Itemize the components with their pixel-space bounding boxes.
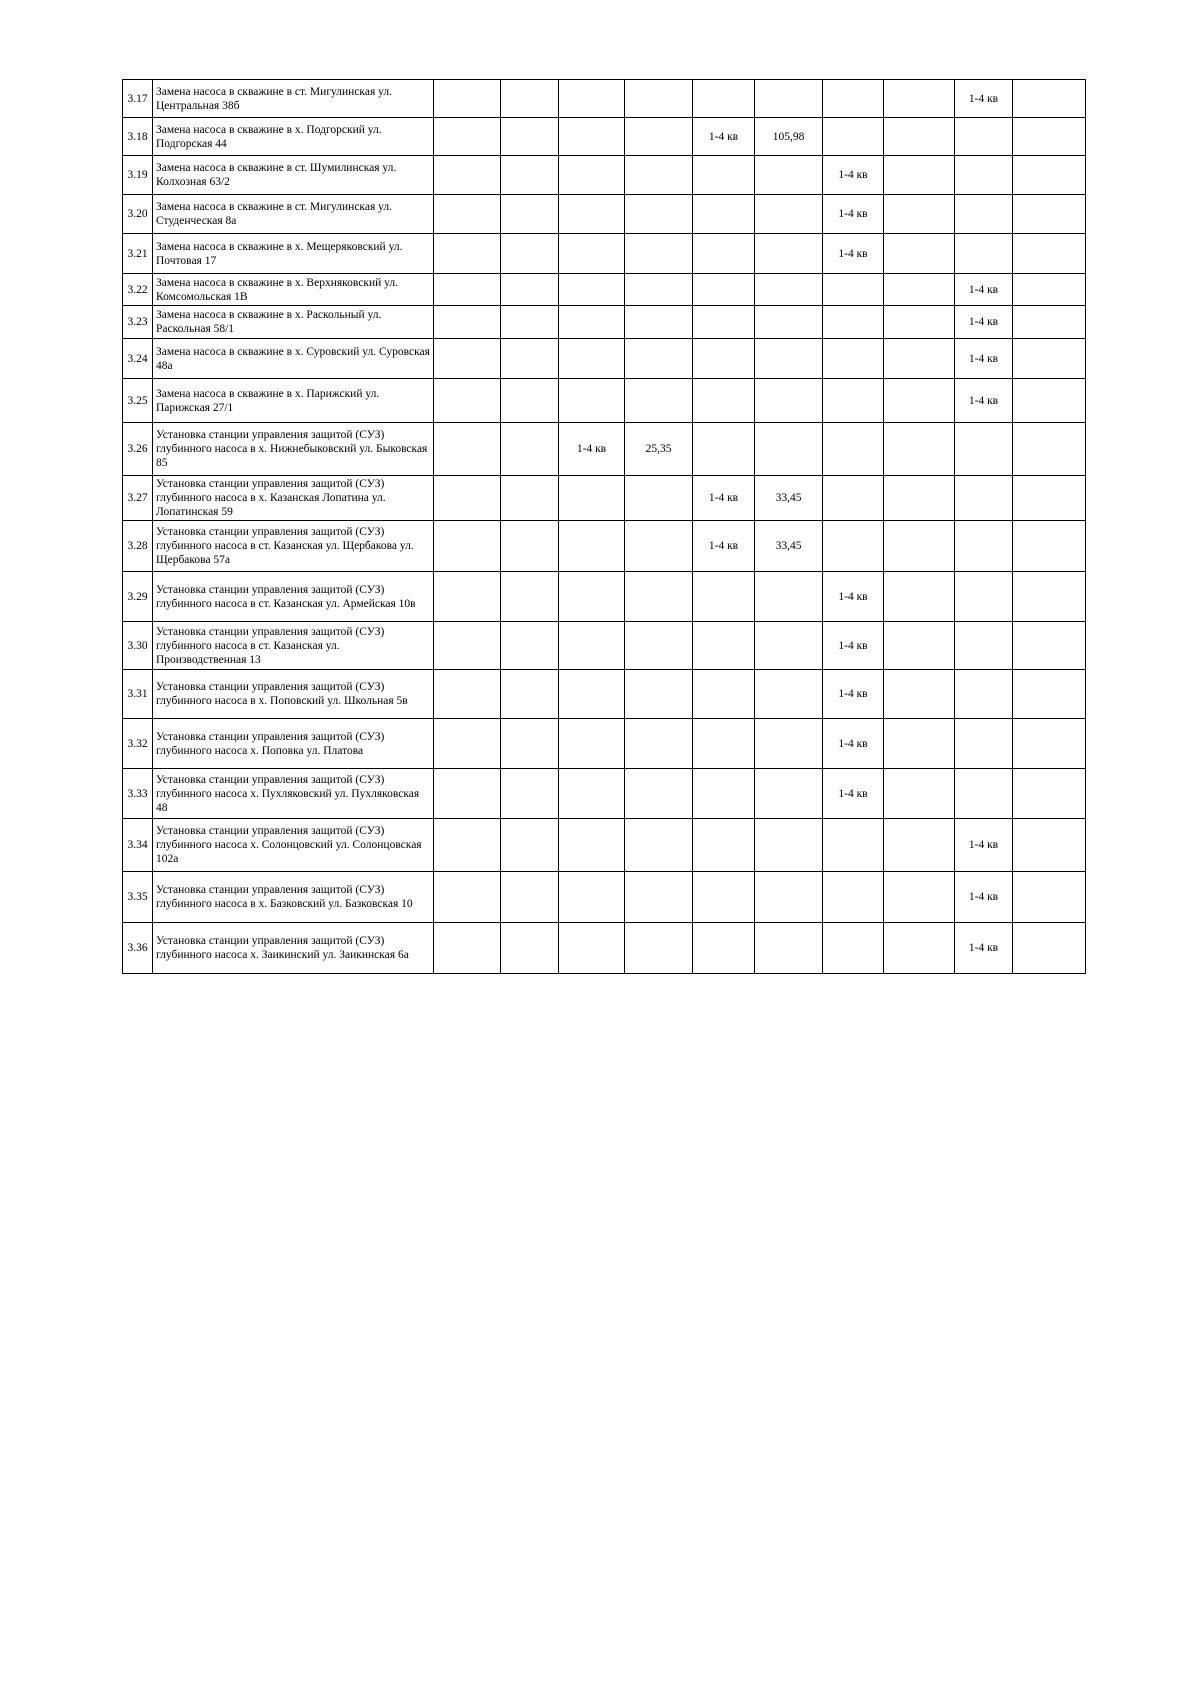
schedule-cell (884, 923, 955, 974)
schedule-cell (884, 306, 955, 339)
schedule-cell (625, 819, 693, 872)
work-description: Замена насоса в скважине в х. Раскольный ул. Раскольная 58/1 (153, 306, 434, 339)
schedule-cell (434, 572, 501, 622)
schedule-cell (501, 719, 559, 769)
row-number: 3.33 (123, 769, 153, 819)
schedule-cell (1013, 521, 1086, 572)
schedule-cell (693, 274, 755, 306)
schedule-cell (434, 80, 501, 118)
table-row (123, 80, 1086, 118)
schedule-cell (1013, 572, 1086, 622)
schedule-cell (755, 80, 823, 118)
schedule-cell (559, 80, 625, 118)
row-number: 3.23 (123, 306, 153, 339)
schedule-cell: 1-4 кв (955, 819, 1013, 872)
schedule-cell (755, 670, 823, 719)
schedule-cell (823, 274, 884, 306)
schedule-cell (884, 118, 955, 156)
work-description: Замена насоса в скважине в х. Парижский ул. Парижская 27/1 (153, 379, 434, 423)
schedule-cell (1013, 476, 1086, 521)
work-description: Замена насоса в скважине в х. Мещеряковский ул. Почтовая 17 (153, 234, 434, 274)
table-row (123, 872, 1086, 923)
table-row (123, 719, 1086, 769)
row-number: 3.32 (123, 719, 153, 769)
schedule-cell (955, 195, 1013, 234)
schedule-cell (884, 769, 955, 819)
work-description: Замена насоса в скважине в х. Верхняковский ул. Комсомольская 1В (153, 274, 434, 306)
work-description: Установка станции управления защитой (СУЗ) глубинного насоса в х. Казанская Лопатина ул. Лопатинская 59 (153, 476, 434, 521)
work-description: Замена насоса в скважине в х. Суровский ул. Суровская 48а (153, 339, 434, 379)
schedule-cell: 1-4 кв (823, 572, 884, 622)
schedule-cell (884, 719, 955, 769)
schedule-cell (434, 622, 501, 670)
schedule-cell (501, 118, 559, 156)
schedule-cell (501, 234, 559, 274)
schedule-cell (559, 156, 625, 195)
row-number: 3.22 (123, 274, 153, 306)
schedule-cell (693, 719, 755, 769)
schedule-cell (955, 719, 1013, 769)
schedule-cell (755, 769, 823, 819)
row-number: 3.19 (123, 156, 153, 195)
schedule-cell: 25,35 (625, 423, 693, 476)
schedule-cell (501, 521, 559, 572)
row-number: 3.18 (123, 118, 153, 156)
row-number: 3.35 (123, 872, 153, 923)
schedule-cell (559, 118, 625, 156)
work-description: Замена насоса в скважине в ст. Мигулинская ул. Центральная 38б (153, 80, 434, 118)
schedule-cell (625, 274, 693, 306)
schedule-cell (955, 156, 1013, 195)
row-number: 3.36 (123, 923, 153, 974)
work-description: Установка станции управления защитой (СУЗ) глубинного насоса х. Пухляковский ул. Пухляковская 48 (153, 769, 434, 819)
schedule-cell (1013, 670, 1086, 719)
schedule-cell: 1-4 кв (955, 306, 1013, 339)
schedule-cell (559, 769, 625, 819)
schedule-cell (693, 670, 755, 719)
schedule-cell (501, 306, 559, 339)
schedule-cell (434, 719, 501, 769)
row-number: 3.24 (123, 339, 153, 379)
schedule-cell (955, 234, 1013, 274)
schedule-cell (625, 923, 693, 974)
schedule-cell (625, 156, 693, 195)
schedule-cell: 1-4 кв (955, 80, 1013, 118)
schedule-cell: 33,45 (755, 476, 823, 521)
work-description: Замена насоса в скважине в ст. Мигулинская ул. Студенческая 8а (153, 195, 434, 234)
schedule-cell: 1-4 кв (955, 872, 1013, 923)
schedule-cell (1013, 423, 1086, 476)
schedule-cell (823, 819, 884, 872)
work-description: Установка станции управления защитой (СУЗ) глубинного насоса х. Заикинский ул. Заикинская 6а (153, 923, 434, 974)
schedule-cell (434, 339, 501, 379)
schedule-cell (559, 923, 625, 974)
schedule-cell (955, 118, 1013, 156)
schedule-cell (955, 572, 1013, 622)
schedule-cell (559, 379, 625, 423)
schedule-cell (501, 379, 559, 423)
schedule-cell (559, 234, 625, 274)
schedule-cell (884, 80, 955, 118)
schedule-cell (501, 670, 559, 719)
schedule-cell (693, 622, 755, 670)
schedule-cell (1013, 80, 1086, 118)
schedule-cell (884, 195, 955, 234)
schedule-cell (1013, 274, 1086, 306)
schedule-cell (501, 156, 559, 195)
schedule-cell (559, 719, 625, 769)
schedule-cell (1013, 769, 1086, 819)
schedule-cell (501, 195, 559, 234)
table-row (123, 476, 1086, 521)
schedule-cell: 1-4 кв (823, 195, 884, 234)
table-row (123, 923, 1086, 974)
work-description: Установка станции управления защитой (СУЗ) глубинного насоса в х. Нижнебыковский ул. Быковская 85 (153, 423, 434, 476)
schedule-cell (755, 274, 823, 306)
schedule-cell (955, 423, 1013, 476)
row-number: 3.20 (123, 195, 153, 234)
schedule-cell (501, 622, 559, 670)
schedule-cell (501, 872, 559, 923)
schedule-cell (755, 306, 823, 339)
schedule-cell (434, 476, 501, 521)
row-number: 3.34 (123, 819, 153, 872)
schedule-cell (755, 872, 823, 923)
row-number: 3.28 (123, 521, 153, 572)
schedule-cell (559, 872, 625, 923)
schedule-cell (434, 118, 501, 156)
schedule-cell (693, 339, 755, 379)
schedule-cell (693, 80, 755, 118)
row-number: 3.30 (123, 622, 153, 670)
schedule-cell: 1-4 кв (693, 476, 755, 521)
schedule-cell: 1-4 кв (823, 719, 884, 769)
schedule-cell (1013, 234, 1086, 274)
schedule-cell (559, 521, 625, 572)
schedule-cell (884, 622, 955, 670)
schedule-cell (434, 769, 501, 819)
work-description: Установка станции управления защитой (СУЗ) глубинного насоса в х. Поповский ул. Школьная 5в (153, 670, 434, 719)
table-row (123, 274, 1086, 306)
schedule-cell (1013, 306, 1086, 339)
schedule-cell (884, 234, 955, 274)
work-description: Установка станции управления защитой (СУЗ) глубинного насоса в ст. Казанская ул. Армейская 10в (153, 572, 434, 622)
table-row (123, 379, 1086, 423)
table-row (123, 769, 1086, 819)
table-row (123, 339, 1086, 379)
schedule-cell (823, 379, 884, 423)
schedule-cell (625, 306, 693, 339)
schedule-cell (955, 622, 1013, 670)
schedule-cell (1013, 719, 1086, 769)
schedule-cell: 1-4 кв (955, 923, 1013, 974)
work-description: Установка станции управления защитой (СУЗ) глубинного насоса в х. Базковский ул. Базковская 10 (153, 872, 434, 923)
row-number: 3.31 (123, 670, 153, 719)
schedule-cell (755, 379, 823, 423)
schedule-cell (884, 423, 955, 476)
schedule-cell (755, 423, 823, 476)
schedule-cell (884, 156, 955, 195)
schedule-cell (955, 769, 1013, 819)
schedule-cell (1013, 195, 1086, 234)
schedule-cell (501, 769, 559, 819)
schedule-cell (1013, 819, 1086, 872)
schedule-cell (434, 923, 501, 974)
table-row (123, 118, 1086, 156)
schedule-cell (1013, 872, 1086, 923)
schedule-cell (884, 521, 955, 572)
schedule-cell (884, 274, 955, 306)
schedule-cell (693, 819, 755, 872)
schedule-cell (501, 423, 559, 476)
schedule-cell: 1-4 кв (955, 339, 1013, 379)
schedule-cell (559, 339, 625, 379)
table-row (123, 306, 1086, 339)
schedule-cell (434, 819, 501, 872)
schedule-cell (1013, 379, 1086, 423)
schedule-cell (625, 572, 693, 622)
schedule-cell (823, 339, 884, 379)
schedule-cell (1013, 622, 1086, 670)
schedule-cell (823, 306, 884, 339)
schedule-cell (693, 195, 755, 234)
schedule-cell (625, 339, 693, 379)
table-row (123, 234, 1086, 274)
schedule-cell (501, 923, 559, 974)
schedule-cell (823, 923, 884, 974)
schedule-cell (823, 423, 884, 476)
schedule-cell (884, 572, 955, 622)
table-row (123, 670, 1086, 719)
schedule-cell (884, 476, 955, 521)
schedule-cell (434, 423, 501, 476)
schedule-cell (884, 872, 955, 923)
schedule-cell (625, 476, 693, 521)
table-row (123, 572, 1086, 622)
schedule-cell (755, 234, 823, 274)
schedule-cell (625, 521, 693, 572)
schedule-cell (755, 622, 823, 670)
schedule-cell (501, 476, 559, 521)
schedule-cell: 1-4 кв (693, 118, 755, 156)
row-number: 3.29 (123, 572, 153, 622)
schedule-cell (884, 339, 955, 379)
schedule-cell (501, 80, 559, 118)
schedule-cell (559, 306, 625, 339)
schedule-cell (559, 274, 625, 306)
schedule-cell (693, 306, 755, 339)
works-schedule-table (122, 79, 1086, 974)
schedule-cell (434, 521, 501, 572)
schedule-cell: 1-4 кв (823, 156, 884, 195)
schedule-cell (755, 339, 823, 379)
schedule-cell (755, 719, 823, 769)
schedule-cell (559, 195, 625, 234)
schedule-cell (1013, 118, 1086, 156)
schedule-cell (955, 670, 1013, 719)
schedule-cell (823, 872, 884, 923)
schedule-cell: 105,98 (755, 118, 823, 156)
row-number: 3.21 (123, 234, 153, 274)
schedule-cell (501, 572, 559, 622)
schedule-cell (625, 118, 693, 156)
schedule-cell (501, 339, 559, 379)
schedule-cell (884, 379, 955, 423)
schedule-cell (434, 306, 501, 339)
work-description: Установка станции управления защитой (СУЗ) глубинного насоса х. Солонцовский ул. Солонцовская 102а (153, 819, 434, 872)
schedule-cell (625, 80, 693, 118)
schedule-cell (755, 195, 823, 234)
schedule-cell (693, 572, 755, 622)
table-row (123, 622, 1086, 670)
schedule-cell (693, 872, 755, 923)
schedule-cell: 1-4 кв (559, 423, 625, 476)
schedule-cell (823, 80, 884, 118)
schedule-cell (625, 670, 693, 719)
schedule-cell (559, 476, 625, 521)
table-row (123, 521, 1086, 572)
schedule-cell: 1-4 кв (955, 274, 1013, 306)
schedule-cell (434, 156, 501, 195)
schedule-cell (693, 234, 755, 274)
schedule-cell (823, 521, 884, 572)
schedule-cell (1013, 156, 1086, 195)
work-description: Установка станции управления защитой (СУЗ) глубинного насоса х. Поповка ул. Платова (153, 719, 434, 769)
schedule-cell (559, 572, 625, 622)
schedule-cell (693, 379, 755, 423)
schedule-cell (559, 622, 625, 670)
schedule-cell (1013, 339, 1086, 379)
schedule-cell (693, 156, 755, 195)
table-body (123, 80, 1086, 974)
schedule-cell (625, 872, 693, 923)
schedule-cell (559, 670, 625, 719)
schedule-cell (434, 274, 501, 306)
row-number: 3.27 (123, 476, 153, 521)
schedule-cell (625, 379, 693, 423)
table-row (123, 195, 1086, 234)
schedule-cell (625, 234, 693, 274)
row-number: 3.25 (123, 379, 153, 423)
row-number: 3.26 (123, 423, 153, 476)
schedule-cell (1013, 923, 1086, 974)
schedule-cell (693, 923, 755, 974)
schedule-cell: 1-4 кв (955, 379, 1013, 423)
schedule-cell (693, 769, 755, 819)
work-description: Установка станции управления защитой (СУЗ) глубинного насоса в ст. Казанская ул. Щербакова ул. Щербакова 57а (153, 521, 434, 572)
schedule-cell (755, 819, 823, 872)
schedule-cell (625, 195, 693, 234)
schedule-cell (755, 923, 823, 974)
row-number: 3.17 (123, 80, 153, 118)
table-row (123, 819, 1086, 872)
schedule-cell: 1-4 кв (823, 670, 884, 719)
table-row (123, 423, 1086, 476)
schedule-cell (755, 572, 823, 622)
schedule-cell (434, 379, 501, 423)
schedule-cell (434, 872, 501, 923)
schedule-cell (884, 670, 955, 719)
schedule-cell (625, 622, 693, 670)
schedule-cell (693, 423, 755, 476)
work-description: Установка станции управления защитой (СУЗ) глубинного насоса в ст. Казанская ул. Производственная 13 (153, 622, 434, 670)
schedule-cell: 1-4 кв (823, 234, 884, 274)
work-description: Замена насоса в скважине в ст. Шумилинская ул. Колхозная 63/2 (153, 156, 434, 195)
schedule-cell: 33,45 (755, 521, 823, 572)
schedule-cell (501, 274, 559, 306)
schedule-cell: 1-4 кв (823, 769, 884, 819)
work-description: Замена насоса в скважине в х. Подгорский ул. Подгорская 44 (153, 118, 434, 156)
schedule-cell (955, 476, 1013, 521)
schedule-cell (434, 670, 501, 719)
schedule-cell (625, 719, 693, 769)
table-row (123, 156, 1086, 195)
schedule-cell (955, 521, 1013, 572)
schedule-cell (755, 156, 823, 195)
schedule-cell: 1-4 кв (693, 521, 755, 572)
schedule-cell (434, 234, 501, 274)
schedule-cell (823, 476, 884, 521)
schedule-cell (884, 819, 955, 872)
schedule-cell (823, 118, 884, 156)
schedule-cell (434, 195, 501, 234)
schedule-cell: 1-4 кв (823, 622, 884, 670)
schedule-cell (559, 819, 625, 872)
schedule-cell (625, 769, 693, 819)
schedule-cell (501, 819, 559, 872)
